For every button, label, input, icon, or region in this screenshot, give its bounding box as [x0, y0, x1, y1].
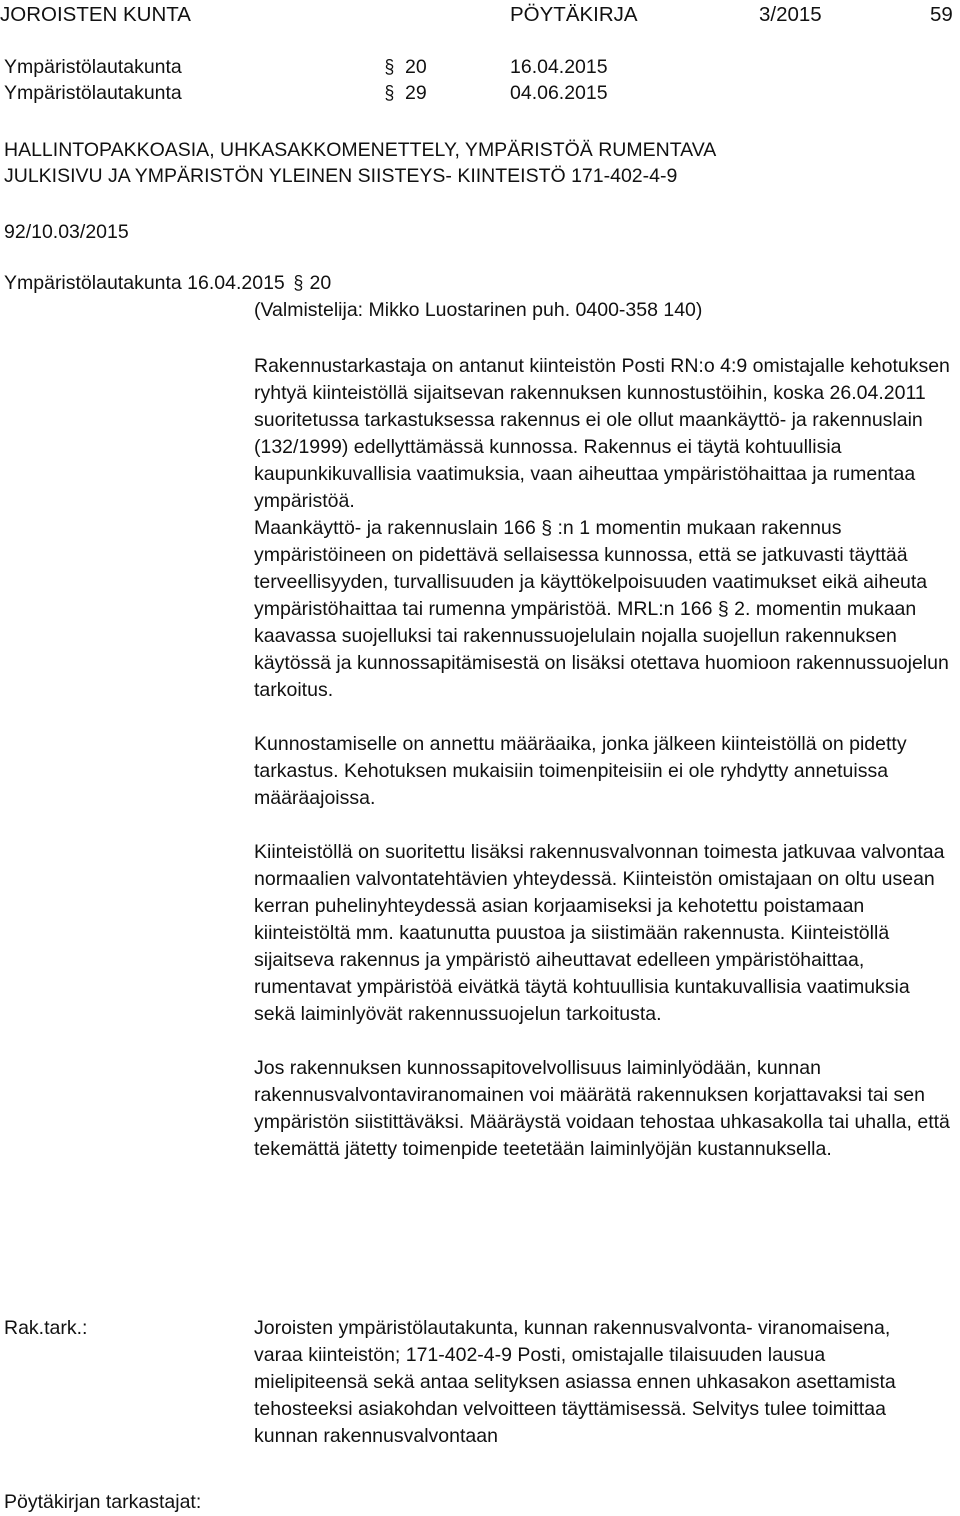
paragraph: Rakennustarkastaja on antanut kiinteistön Posti RN:o 4:9 omistajalle kehotuksen ryhtyä kiinteistöllä sijaitsevan rakennuksen kunnostustöihin, koska 26.04.2011 suoritetussa tarkastuksessa rakennus ei ole ollut maankäyttö- ja rakennuslain (132/1999) edellyttämässä kunnossa. Rakennus ei täytä kohtuullisia kaupunkikuvallisia vaatimuksia, vaan aiheuttaa ympäristöhaittaa ja rumentaa ympäristöä.: [254, 355, 950, 512]
preparer-line: (Valmistelija: Mikko Luostarinen puh. 0400-358 140): [254, 299, 703, 321]
case-reference: 92/10.03/2015: [4, 221, 129, 243]
case-title-line-1: HALLINTOPAKKOASIA, UHKASAKKOMENETTELY, YMPÄRISTÖÄ RUMENTAVA: [4, 139, 717, 161]
meeting-section: 29: [405, 82, 427, 104]
document-number: 3/2015: [759, 3, 822, 26]
meeting-date: 04.06.2015: [510, 82, 608, 104]
section-sign: §: [384, 82, 395, 104]
proposal-block: [254, 1315, 944, 1450]
meeting-date: 16.04.2015: [510, 56, 608, 78]
case-title-line-2: JULKISIVU JA YMPÄRISTÖN YLEINEN SIISTEYS- KIINTEISTÖ 171-402-4-9: [4, 165, 678, 187]
reviewers-label: Pöytäkirjan tarkastajat:: [4, 1491, 202, 1513]
case-body: [254, 353, 954, 1163]
meeting-board: Ympäristölautakunta: [4, 56, 182, 78]
paragraph: Kunnostamiselle on annettu määräaika, jonka jälkeen kiinteistöllä on pidetty tarkastus. Kehotuksen mukaisiin toimenpiteisiin ei ole ryhdytty annetuissa määräajoissa.: [254, 733, 907, 809]
paragraph: Maankäyttö- ja rakennuslain 166 § :n 1 momentin mukaan rakennus ympäristöineen on pidettävä sellaisessa kunnossa, että se jatkuvasti täyttää terveellisyyden, turvallisuuden ja käyttökelpoisuuden vaatimukset eikä aiheuta ympäristöhaittaa tai rumenna ympäristöä. MRL:n 166 § 2. momentin mukaan kaavassa suojelluksi tai rakennussuojelulain nojalla suojellun rakennuksen käytössä ja kunnossapitämisestä on lisäksi otettava huomioon rakennussuojelun tarkoitus.: [254, 517, 949, 701]
page-number: 59: [930, 3, 953, 26]
session-section: 20: [309, 272, 332, 294]
session-line: [4, 270, 331, 297]
section-sign: §: [293, 272, 304, 294]
paragraph: Kiinteistöllä on suoritettu lisäksi rakennusvalvonnan toimesta jatkuvaa valvontaa normaalien valvontatehtävien yhteydessä. Kiinteistön omistajaan on oltu usean kerran puhelinyhteydessä asian korjaamiseksi ja kehotettu poistamaan kiinteistöltä mm. kaatunutta puustoa ja siistimään rakennusta. Kiinteistöllä sijaitseva rakennus ja ympäristö aiheuttavat edelleen ympäristöhaittaa, rumentavat ympäristöä eivätkä täytä kohtuullisia kuntakuvallisia vaatimuksia sekä laiminlyövät rakennussuojelun tarkoitusta.: [254, 841, 945, 1025]
paragraph: Jos rakennuksen kunnossapitovelvollisuus laiminlyödään, kunnan rakennusvalvontaviranomainen voi määrätä rakennuksen korjattavaksi tai sen ympäristön siistittäväksi. Määräystä voidaan tehostaa uhkasakolla tai uhalla, että tekemättä jätetty toimenpide teetetään laiminlyöjän kustannuksella.: [254, 1057, 950, 1160]
session-board-date: Ympäristölautakunta 16.04.2015: [4, 272, 285, 294]
proposal-label: Rak.tark.:: [4, 1317, 88, 1339]
proposal-text: Joroisten ympäristölautakunta, kunnan rakennusvalvonta- viranomaisena, varaa kiinteistön; 171-402-4-9 Posti, omistajalle tilaisuuden lausua mielipiteensä sekä antaa selityksen asiassa ennen uhkasakon asettamista tehosteeksi asiakohdan velvoitteen täyttämisessä. Selvitys tulee toimittaa kunnan rakennusvalvontaan: [254, 1317, 896, 1447]
meeting-section: 20: [405, 56, 427, 78]
section-sign: §: [384, 56, 395, 78]
document-type: PÖYTÄKIRJA: [510, 3, 638, 26]
municipality-name: JOROISTEN KUNTA: [0, 3, 191, 26]
meeting-board: Ympäristölautakunta: [4, 82, 182, 104]
